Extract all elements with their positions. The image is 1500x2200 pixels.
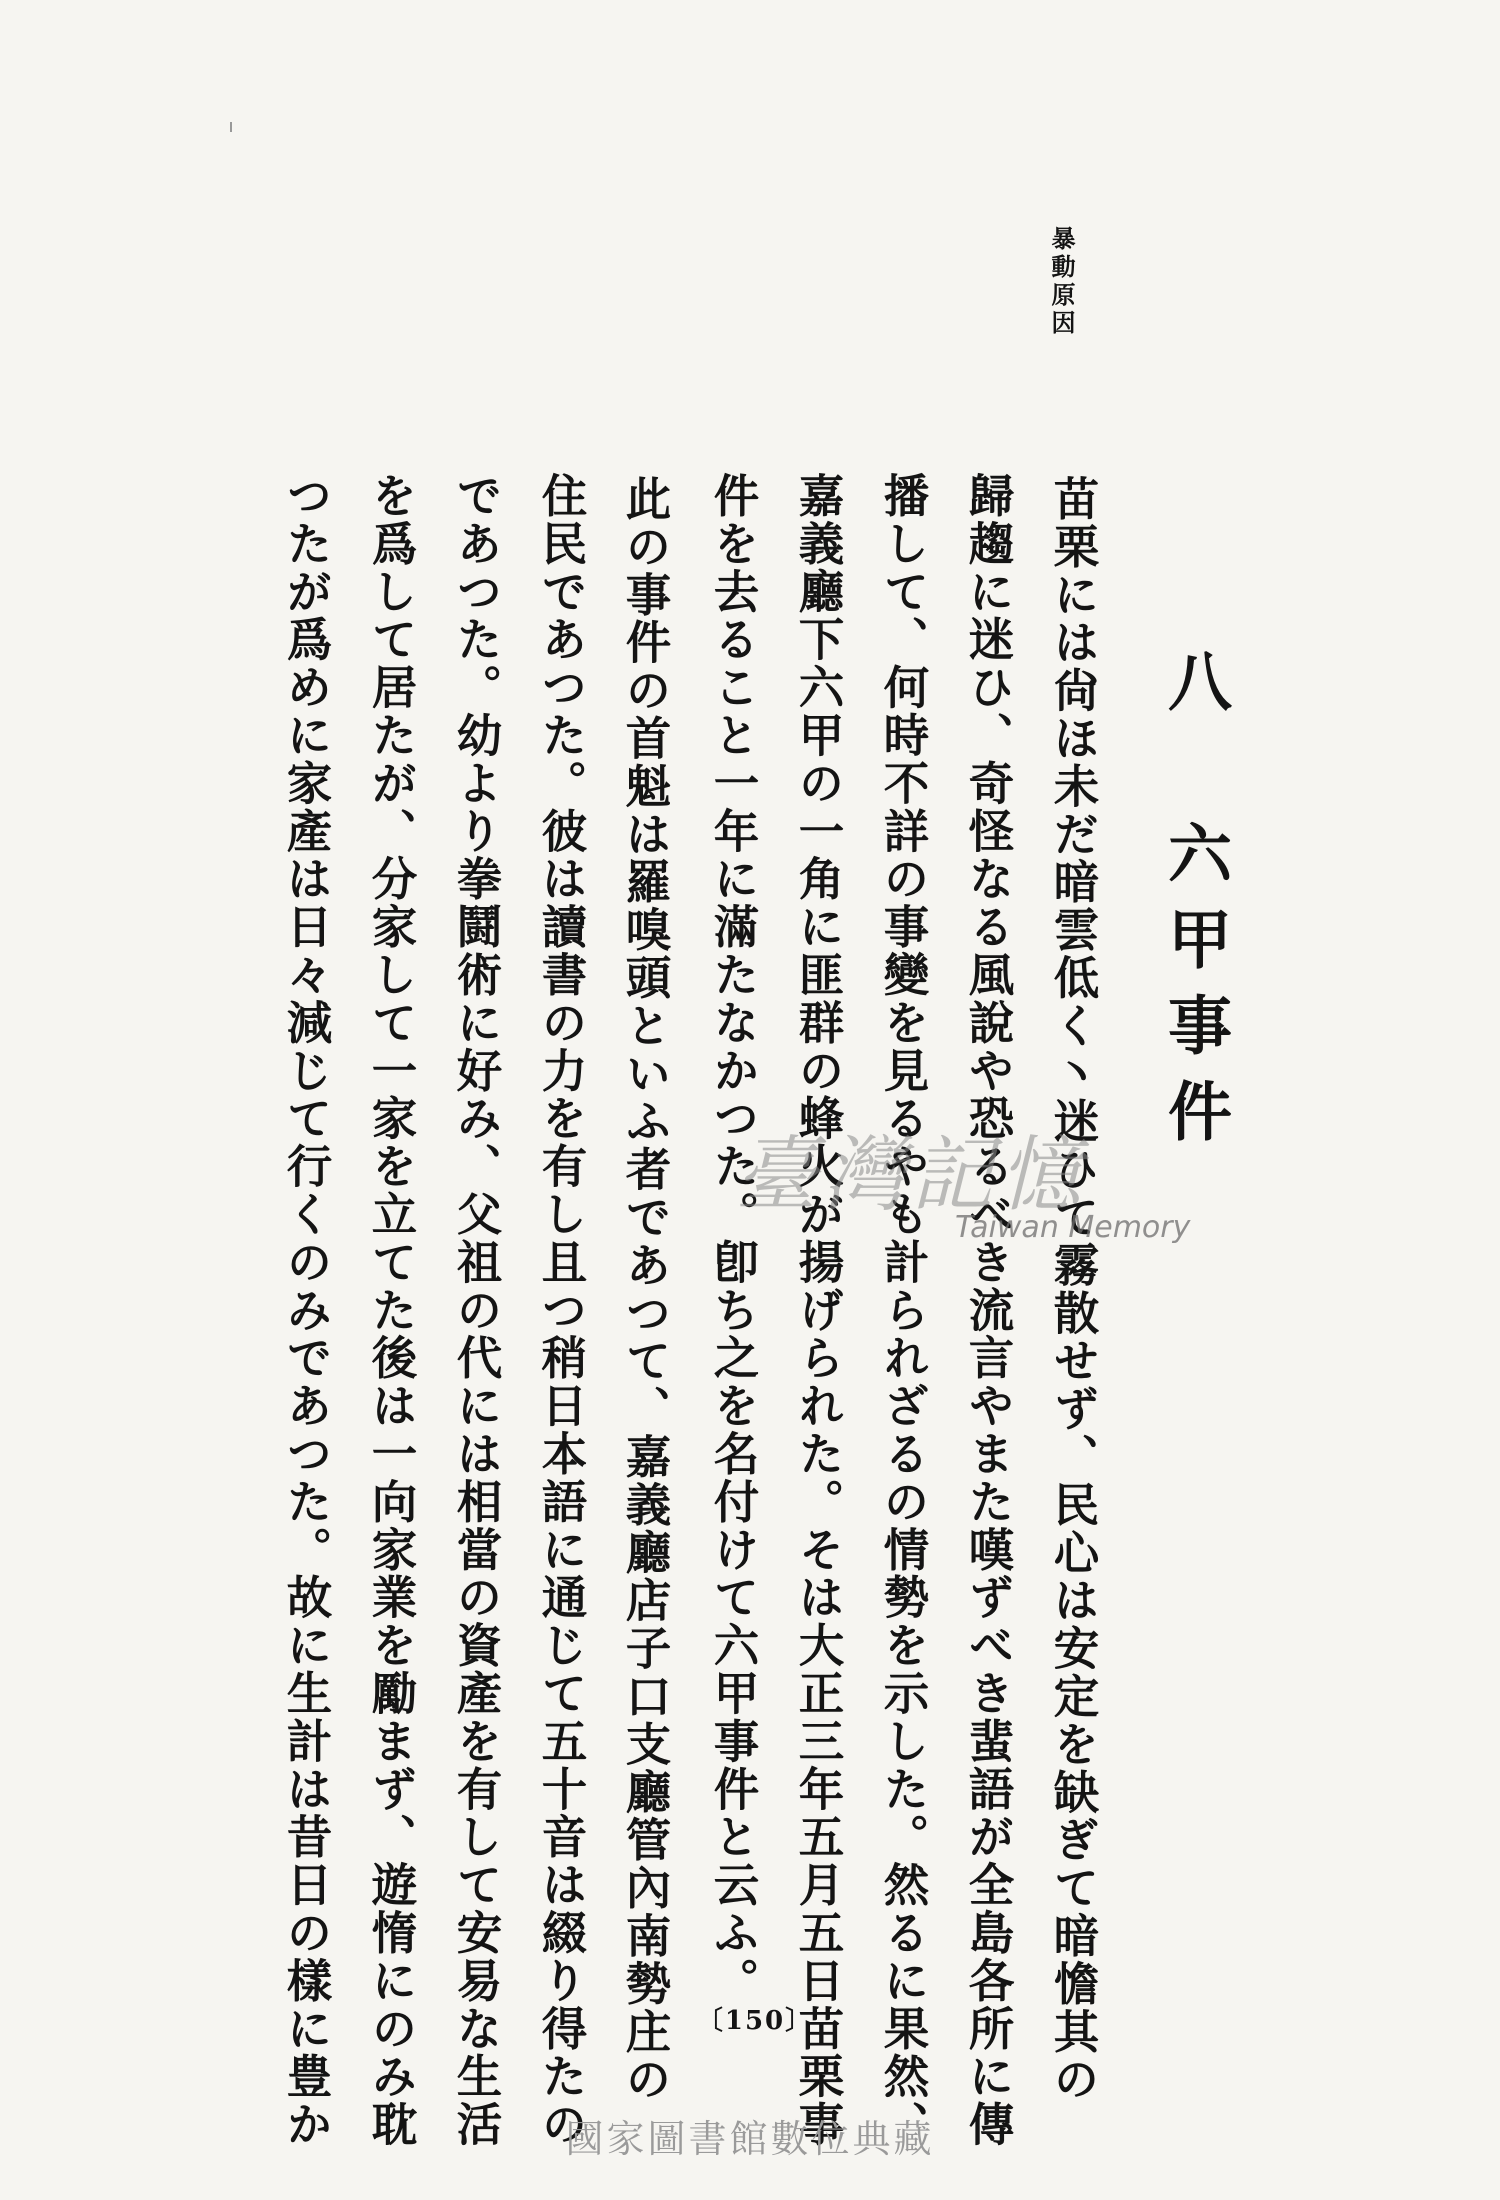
watermark-subtitle: Taiwan Memory bbox=[955, 1210, 1191, 1245]
body-column: であつた。幼より拳鬪術に好み、父祖の代には相當の資產を有して安易な生活 bbox=[450, 472, 504, 2149]
body-column: を爲して居たが、分家して一家を立てた後は一向家業を勵まず、遊惰にのみ耽 bbox=[365, 472, 419, 2149]
scan-speck bbox=[230, 122, 232, 132]
body-column: 此の事件の首魁は羅嗅頭といふ者であつて、嘉義廳店子口支廳管內南勢庄の bbox=[619, 475, 673, 2104]
chapter-title: 八 六甲事件 bbox=[1157, 648, 1232, 1164]
body-column: 住民であつた。彼は讀書の力を有し且つ稍日本語に通じて五十音は綴り得たの bbox=[535, 472, 589, 2149]
body-column: 件を去ること一年に滿たなかつた。卽ち之を名付けて六甲事件と云ふ。 bbox=[707, 472, 761, 2005]
body-column: 播して、何時不詳の事變を見るやも計られざるの情勢を示した。然るに果然、 bbox=[877, 472, 931, 2149]
running-head: 暴動原因 bbox=[1047, 226, 1076, 338]
watermark-title: 臺灣記憶 bbox=[735, 1128, 1087, 1223]
page-number: 〔150〕 bbox=[696, 2006, 814, 2036]
body-column: 嘉義廳下六甲の一角に匪群の蜂火が揚げられた。そは大正三年五月五日苗栗事 bbox=[792, 472, 846, 2149]
body-column: つたが爲めに家產は日々減じて行くのみであつた。故に生計は昔日の樣に豊か bbox=[280, 472, 334, 2149]
body-column: 歸趨に迷ひ、奇怪なる風說や恐るべき流言やまた嘆ずべき蜚語が全島各所に傳 bbox=[962, 472, 1016, 2149]
body-column: 苗栗には尙ほ未だ暗雲低く丶迷ひて霧散せず、民心は安定を缺ぎて暗憺其の bbox=[1047, 475, 1101, 2104]
footer-credit: 國家圖書館數位典藏 bbox=[565, 2117, 935, 2161]
